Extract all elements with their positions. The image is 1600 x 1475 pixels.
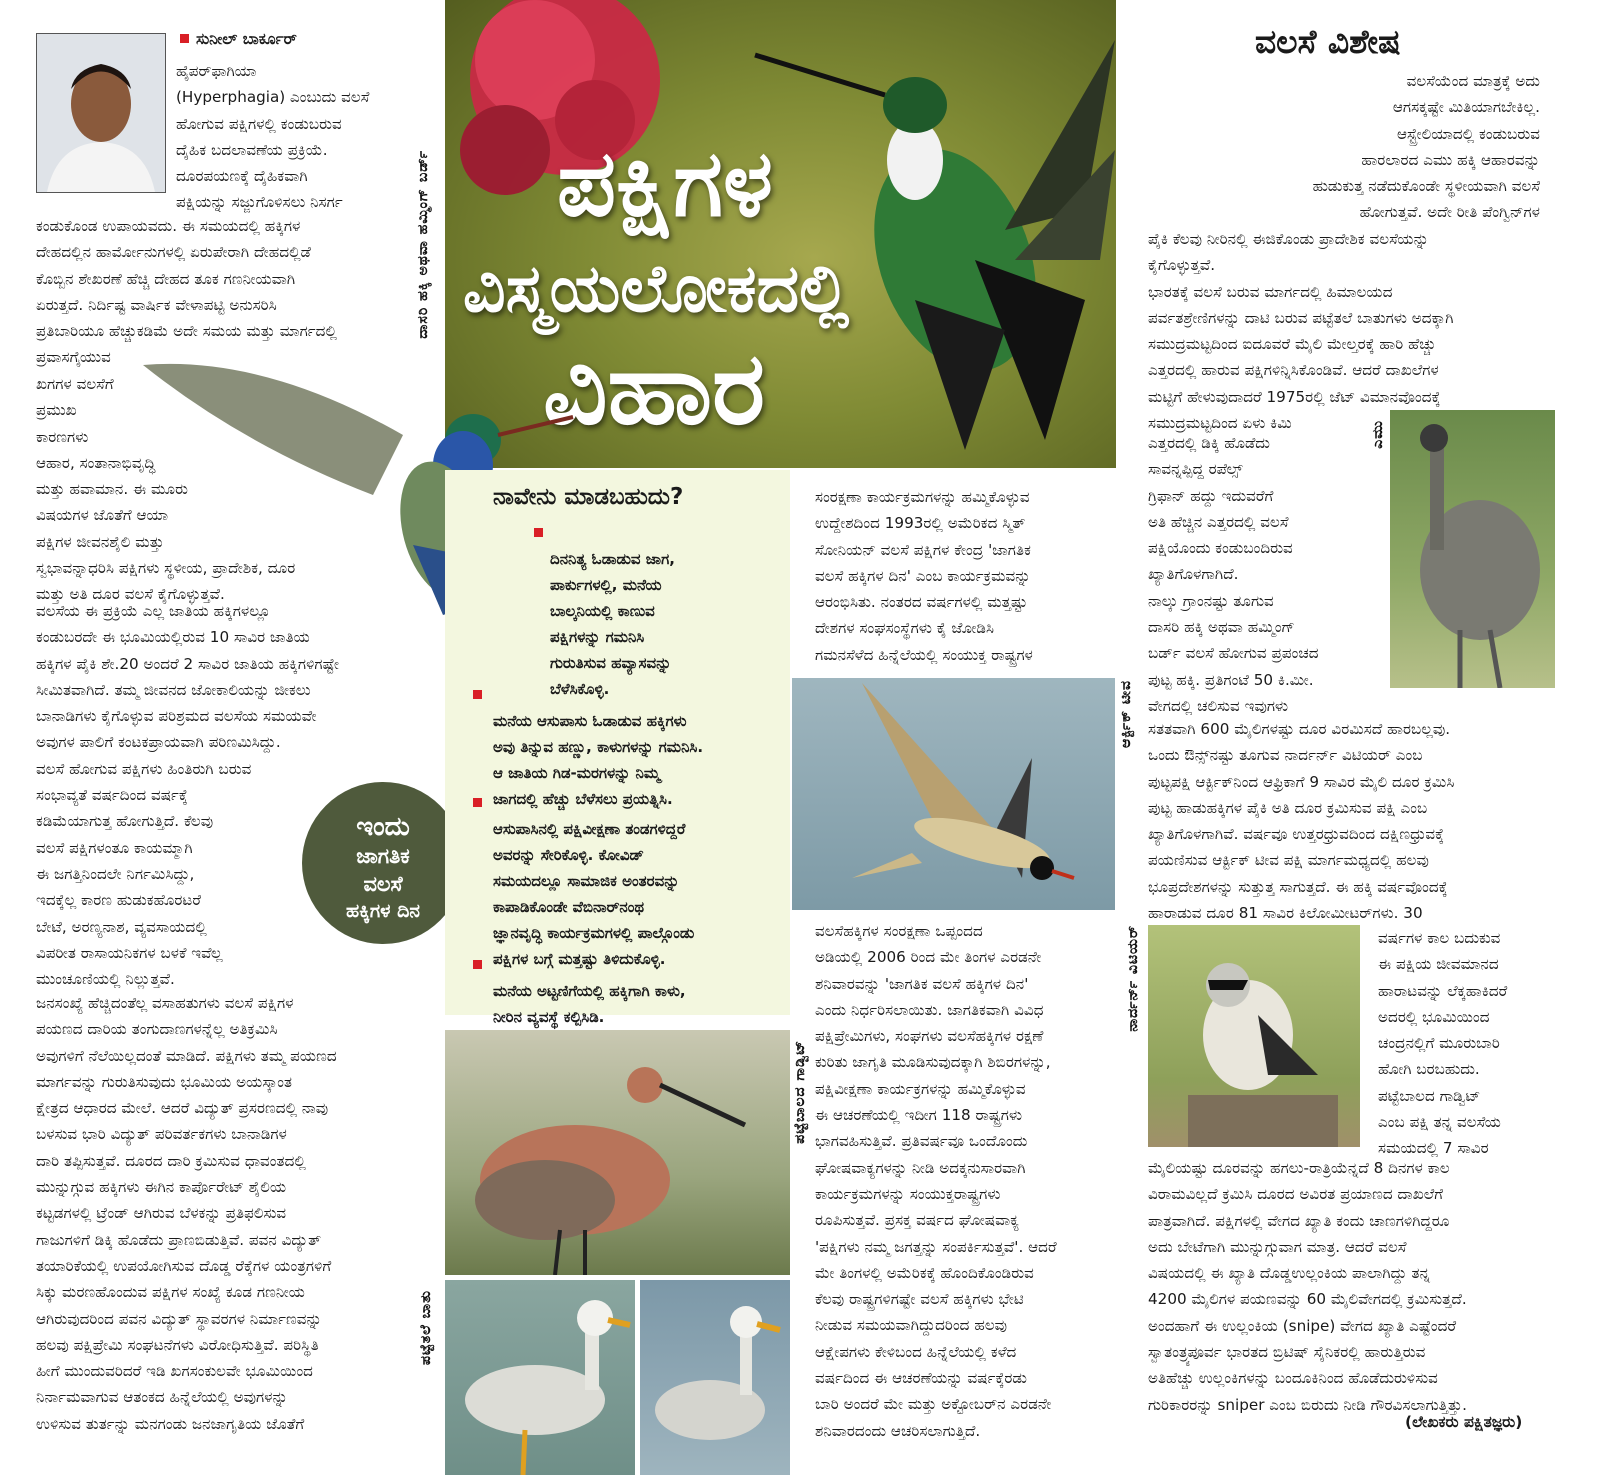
caption-arctic-tern: ಆರ್ಕ್ಟಿಕ್ ಟೀವ xyxy=(1118,680,1134,748)
badge-line-1: ಇಂದು xyxy=(356,812,410,842)
article-paragraph-1: ಕಂಡುಕೊಂಡ ಉಪಾಯವದು. ಈ ಸಮಯದಲ್ಲಿ ಹಕ್ಕಿಗಳ ದೇಹದಲ್ಲಿನ ಹಾರ್ಮೋನುಗಳಲ್ಲಿ ಏರುಪೇರಾಗಿ ದೇಹದಲ್ಲಿಡೆ ಕೊಬ್ಬಿನ ಶೇಖರಣೆ ಹೆಚ್ಚಿ ದೇಹದ ತೂಕ ಗಣನೀಯವಾಗಿ ಏರುತ್ತದೆ. ನಿರ್ದಿಷ್ಟ ವಾರ್ಷಿಕ ವೇಳಾಪಟ್ಟಿ ಅನುಸರಿಸಿ ಪ್ರತಿಬಾರಿಯೂ ಹೆಚ್ಚುಕಡಿಮೆ ಅದೇ ಸಮಯ ಮತ್ತು ಮಾರ್ಗದಲ್ಲಿ ಪ್ರವಾಸಗೈಯುವ xyxy=(36,217,337,367)
hero-title-line-1: ಪಕ್ಷಿಗಳ xyxy=(557,130,774,237)
caption-goose: ಪಟ್ಟೆತಲೆ ಬಾತು xyxy=(418,1290,434,1366)
article-paragraph-5: ಸಂರಕ್ಷಣಾ ಕಾರ್ಯಕ್ರಮಗಳನ್ನು ಹಮ್ಮಿಕೊಳ್ಳುವ ಉದ್ದೇಶದಿಂದ 1993ರಲ್ಲಿ ಅಮೆರಿಕದ ಸ್ಮಿತ್ ಸೋನಿಯನ್ ವಲಸೆ ಪಕ್ಷಿಗಳ ಕೇಂದ್ರ 'ಜಾಗತಿಕ ವಲಸೆ ಹಕ್ಕಿಗಳ ದಿನ' ಎಂಬ ಕಾರ್ಯಕ್ರಮವನ್ನು ಆರಂಭಿಸಿತು. ನಂತರದ ವರ್ಷಗಳಲ್ಲಿ ಮತ್ತಷ್ಟು ದೇಶಗಳ ಸಂಘಸಂಸ್ಥೆಗಳು ಕೈ ಜೋಡಿಸಿ ಗಮನಸೆಳೆದ ಹಿನ್ನೆಲೆಯಲ್ಲಿ ಸಂಯುಕ್ತ ರಾಷ್ಟ್ರಗಳ xyxy=(815,488,1033,664)
sidebar-paragraph-4: ಸತತವಾಗಿ 600 ಮೈಲಿಗಳಷ್ಟು ದೂರ ವಿರಮಿಸದೆ ಹಾರಬಲ್ಲವು. ಒಂದು ಔನ್ಸ್‌ನಷ್ಟು ತೂಗುವ ನಾರ್ದರ್ನ್ ವಿಟಿಯರ್ ಎಂಬ ಪುಟ್ಟಪಕ್ಷಿ ಆರ್ಕ್ಟಿಕ್‌ನಿಂದ ಆಫ್ರಿಕಾಗೆ 9 ಸಾವಿರ ಮೈಲಿ ದೂರ ಕ್ರಮಿಸಿ ಪುಟ್ಟ ಹಾಡುಹಕ್ಕಿಗಳ ಪೈಕಿ ಅತಿ ದೂರ ಕ್ರಮಿಸುವ ಪಕ್ಷಿ ಎಂಬ ಖ್ಯಾತಿಗೊಳಗಾಗಿವೆ. ವರ್ಷವೂ ಉತ್ತರಧ್ರುವದಿಂದ ದಕ್ಷಿಣಧ್ರುವಕ್ಕೆ ಪಯಣಿಸುವ ಆರ್ಕ್ಟಿಕ್ ಟೀವ ಪಕ್ಷಿ ಮಾರ್ಗಮಧ್ಯದಲ್ಲಿ ಹಲವು ಭೂಪ್ರದೇಶಗಳನ್ನು ಸುತ್ತುತ್ತ ಸಾಗುತ್ತದೆ. ಈ ಹಕ್ಕಿ ವರ್ಷವೊಂದಕ್ಕೆ ಹಾರಾಡುವ ದೂರ 81 ಸಾವಿರ ಕಿಲೋಮೀಟರ್‌ಗಳು. 30 xyxy=(1148,720,1455,923)
caption-emu: ಎಮು xyxy=(1370,420,1386,449)
author-byline xyxy=(180,30,297,49)
sidebar-paragraph-2: ಪೈಕಿ ಕೆಲವು ನೀರಿನಲ್ಲಿ ಈಜಿಕೊಂಡು ಪ್ರಾದೇಶಿಕ ವಲಸೆಯನ್ನು ಕೈಗೊಳ್ಳುತ್ತವೆ. ಭಾರತಕ್ಕೆ ವಲಸೆ ಬರುವ ಮಾರ್ಗದಲ್ಲಿ ಹಿಮಾಲಯದ ಪರ್ವತಶ್ರೇಣಿಗಳನ್ನು ದಾಟಿ ಬರುವ ಪಟ್ಟೆತಲೆ ಬಾತುಗಳು ಅದಕ್ಕಾಗಿ ಸಮುದ್ರಮಟ್ಟದಿಂದ ಐದೂವರೆ ಮೈಲಿ ಮೇಲ್ತರಕ್ಕೆ ಹಾರಿ ಹೆಚ್ಚು ಎತ್ತರದಲ್ಲಿ ಹಾರುವ ಪಕ್ಷಿಗಳಿನ್ನಿಸಿಕೊಂಡಿವೆ. ಆದರೆ ದಾಖಲೆಗಳ ಮಟ್ಟಿಗೆ ಹೇಳುವುದಾದರೆ 1975ರಲ್ಲಿ ಜೆಟ್ ವಿಮಾನವೊಂದಕ್ಕೆ ಸಮುದ್ರಮಟ್ಟದಿಂದ ಏಳು ಕಿಮಿ xyxy=(1148,230,1454,433)
bullet-marker xyxy=(534,528,543,537)
sidebar-paragraph-1: ವಲಸೆಯೆಂದ ಮಾತ್ರಕ್ಕೆ ಅದು ಆಗಸಕ್ಕಷ್ಟೇ ಮಿತಿಯಾಗಬೇಕಿಲ್ಲ. ಆಸ್ಟ್ರೇಲಿಯಾದಲ್ಲಿ ಕಂಡುಬರುವ ಹಾರಲಾರದ ಎಮು ಹಕ್ಕಿ ಆಹಾರವನ್ನು ಹುಡುಕುತ್ತ ನಡೆದುಕೊಂಡೇ ಸ್ಥಳೀಯವಾಗಿ ವಲಸೆ ಹೋಗುತ್ತವೆ. ಅದೇ ರೀತಿ ಪೆಂಗ್ವಿನ್‌ಗಳ xyxy=(1312,72,1540,222)
badge-line-4: ಹಕ್ಕಿಗಳ ದಿನ xyxy=(346,900,420,922)
godwit-photo xyxy=(445,1030,790,1275)
article-paragraph-3: ವಲಸೆಯ ಈ ಪ್ರಕ್ರಿಯೆ ಎಲ್ಲ ಜಾತಿಯ ಹಕ್ಕಿಗಳಲ್ಲೂ ಕಂಡುಬರದೇ ಈ ಭೂಮಿಯಲ್ಲಿರುವ 10 ಸಾವಿರ ಜಾತಿಯ ಹಕ್ಕಿಗಳ ಪೈಕಿ ಶೇ.20 ಅಂದರೆ 2 ಸಾವಿರ ಜಾತಿಯ ಹಕ್ಕಿಗಳಿಗಷ್ಟೇ ಸೀಮಿತವಾಗಿದೆ. ತಮ್ಮ ಜೀವನದ ಜೋಕಾಲಿಯನ್ನು ಜೀಕಲು ಬಾನಾಡಿಗಳು ಕೈಗೊಳ್ಳುವ ಪರಿಶ್ರಮದ ವಲಸೆಯ ಸಮಯವೇ ಅವುಗಳ ಪಾಲಿಗೆ ಕಂಟಕಪ್ರಾಯವಾಗಿ ಪರಿಣಮಿಸಿದ್ದು. ವಲಸೆ ಹೋಗುವ ಪಕ್ಷಿಗಳು ಹಿಂತಿರುಗಿ ಬರುವ ಸಂಭಾವ್ಯತೆ ವರ್ಷದಿಂದ ವರ್ಷಕ್ಕೆ ಕಡಿಮೆಯಾಗುತ್ತ ಹೋಗುತ್ತಿದೆ. ಕೆಲವು ವಲಸೆ ಪಕ್ಷಿಗಳಂತೂ ಕಾಯಮ್ಮಾಗಿ ಈ ಜಗತ್ತಿನಿಂದಲೇ ನಿರ್ಗಮಿಸಿದ್ದು, ಇದಕ್ಕೆಲ್ಲ ಕಾರಣ ಹುಡುಕಹೊರಟರೆ ಬೇಟೆ, ಅರಣ್ಯನಾಶ, ವ್ಯವಸಾಯದಲ್ಲಿ ವಿಪರೀತ ರಾಸಾಯನಿಕಗಳ ಬಳಕೆ ಇವೆಲ್ಲ ಮುಂಚೂಣಿಯಲ್ಲಿ ನಿಲ್ಲುತ್ತವೆ. xyxy=(36,602,339,989)
article-intro: ಹೈಪರ್‌ಫಾಗಿಯಾ (Hyperphagia) ಎಂಬುದು ವಲಸೆ ಹೋಗುವ ಪಕ್ಷಿಗಳಲ್ಲಿ ಕಂಡುಬರುವ ದೈಹಿಕ ಬದಲಾವಣೆಯ ಪ್ರಕ್ರಿಯೆ. ದೂರಪಯಣಕ್ಕೆ ದೈಹಿಕವಾಗಿ ಪಕ್ಷಿಯನ್ನು ಸಜ್ಜುಗೊಳಿಸಲು ನಿಸರ್ಗ xyxy=(176,62,370,212)
goose-illustration-1 xyxy=(445,1280,635,1475)
bullet-marker xyxy=(473,690,482,699)
badge-line-3: ವಲಸೆ xyxy=(363,872,403,896)
author-portrait-icon xyxy=(37,34,165,192)
bullet-marker xyxy=(473,798,482,807)
tip-text-3: ಆಸುಪಾಸಿನಲ್ಲಿ ಪಕ್ಷಿವೀಕ್ಷಣಾ ತಂಡಗಳಿದ್ದರೆ ಅವರನ್ನು ಸೇರಿಕೊಳ್ಳಿ. ಕೋವಿಡ್ ಸಮಯದಲ್ಲೂ ಸಾಮಾಜಿಕ ಅಂತರವನ್ನು ಕಾಪಾಡಿಕೊಂಡೇ ವೆಬಿನಾರ್‌ನಂಥ ಜ್ಞಾನವೃದ್ಧಿ ಕಾರ್ಯಕ್ರಮಗಳಲ್ಲಿ ಪಾಲ್ಗೊಂಡು ಪಕ್ಷಿಗಳ ಬಗ್ಗೆ ಮತ್ತಷ್ಟು ತಿಳಿದುಕೊಳ್ಳಿ. xyxy=(493,820,695,968)
tip-text-2: ಮನೆಯ ಆಸುಪಾಸು ಓಡಾಡುವ ಹಕ್ಕಿಗಳು ಅವು ತಿನ್ನುವ ಹಣ್ಣು, ಕಾಳುಗಳನ್ನು ಗಮನಿಸಿ. ಆ ಜಾತಿಯ ಗಿಡ-ಮರಗಳನ್ನು ನಿಮ್ಮ ಜಾಗದಲ್ಲಿ ಹೆಚ್ಚು ಬೆಳೆಸಲು ಪ್ರಯತ್ನಿಸಿ. xyxy=(493,712,704,808)
tip-item-4 xyxy=(493,952,788,1030)
article-paragraph-4: ಜನಸಂಖ್ಯೆ ಹೆಚ್ಚಿದಂತೆಲ್ಲ ವಸಾಹತುಗಳು ವಲಸೆ ಪಕ್ಷಿಗಳ ಪಯಣದ ದಾರಿಯ ತಂಗುದಾಣಗಳನ್ನೆಲ್ಲ ಅತಿಕ್ರಮಿಸಿ ಅವುಗಳಿಗೆ ನೆಲೆಯಿಲ್ಲದಂತೆ ಮಾಡಿದೆ. ಪಕ್ಷಿಗಳು ತಮ್ಮ ಪಯಣದ ಮಾರ್ಗವನ್ನು ಗುರುತಿಸುವುದು ಭೂಮಿಯ ಅಯಸ್ಕಾಂತ ಕ್ಷೇತ್ರದ ಆಧಾರದ ಮೇಲೆ. ಆದರೆ ವಿದ್ಯುತ್ ಪ್ರಸರಣದಲ್ಲಿ ನಾವು ಬಳಸುವ ಭಾರಿ ವಿದ್ಯುತ್ ಪರಿವರ್ತಕಗಳು ಬಾನಾಡಿಗಳ ದಾರಿ ತಪ್ಪಿಸುತ್ತವೆ. ದೂರದ ದಾರಿ ಕ್ರಮಿಸುವ ಧಾವಂತದಲ್ಲಿ ಮುನ್ನುಗ್ಗುವ ಹಕ್ಕಿಗಳು ಈಗಿನ ಕಾರ್ಪೊರೇಟ್ ಶೈಲಿಯ ಕಟ್ಟಡಗಳಲ್ಲಿ ಟ್ರೆಂಡ್ ಆಗಿರುವ ಬೆಳಕನ್ನು ಪ್ರತಿಫಲಿಸುವ ಗಾಜುಗಳಿಗೆ ಡಿಕ್ಕಿ ಹೊಡೆದು ಪ್ರಾಣಬಿಡುತ್ತಿವೆ. ಪವನ ವಿದ್ಯುತ್ ತಯಾರಿಕೆಯಲ್ಲಿ ಉಪಯೋಗಿಸುವ ದೊಡ್ಡ ರೆಕ್ಕೆಗಳ ಯಂತ್ರಗಳಿಗೆ ಸಿಕ್ಕು ಮರಣಹೊಂದುವ ಪಕ್ಷಿಗಳ ಸಂಖ್ಯೆ ಕೂಡ ಗಣನೀಯ ಆಗಿರುವುದರಿಂದ ಪವನ ವಿದ್ಯುತ್ ಸ್ಥಾವರಗಳ ನಿರ್ಮಾಣವನ್ನು ಹಲವು ಪಕ್ಷಿಪ್ರೇಮಿ ಸಂಘಟನೆಗಳು ವಿರೋಧಿಸುತ್ತಿವೆ. ಪರಿಸ್ಥಿತಿ ಹೀಗೆ ಮುಂದುವರಿದರೆ ಇಡಿ ಖಗಸಂಕುಲವೇ ಭೂಮಿಯಿಂದ ನಿರ್ನಾಮವಾಗುವ ಆತಂಕದ ಹಿನ್ನೆಲೆಯಲ್ಲಿ ಅವುಗಳನ್ನು ಉಳಿಸುವ ತುರ್ತನ್ನು ಮನಗಂಡು ಜನಜಾಗೃತಿಯ ಜೊತೆಗೆ xyxy=(36,994,337,1433)
author-name: ಸುನೀಲ್ ಬಾರ್ಕೂರ್ xyxy=(196,30,297,48)
bullet-marker xyxy=(180,34,189,43)
goose-illustration-2 xyxy=(640,1280,790,1475)
caption-godwit: ಪಟ್ಟೆಬಾಲದ ಗಾಡ್ವಿಟ್ xyxy=(792,1040,808,1144)
sidebar-paragraph-6: ಮೈಲಿಯಷ್ಟು ದೂರವನ್ನು ಹಗಲು-ರಾತ್ರಿಯೆನ್ನದೆ 8 ದಿನಗಳ ಕಾಲ ವಿರಾಮವಿಲ್ಲದೆ ಕ್ರಮಿಸಿ ದೂರದ ಅವಿರತ ಪ್ರಯಾಣದ ದಾಖಲೆಗೆ ಪಾತ್ರವಾಗಿದೆ. ಪಕ್ಷಿಗಳಲ್ಲಿ ವೇಗದ ಖ್ಯಾತಿ ಕಂದು ಚಾಣಗಳಿಗಿದ್ದರೂ ಅದು ಬೇಟೆಗಾಗಿ ಮುನ್ನುಗ್ಗುವಾಗ ಮಾತ್ರ. ಆದರೆ ವಲಸೆ ವಿಷಯದಲ್ಲಿ ಈ ಖ್ಯಾತಿ ದೊಡ್ಡಉಲ್ಲಂಕಿಯ ಪಾಲಾಗಿದ್ದು ತನ್ನ 4200 ಮೈಲಿಗಳ ಪಯಣವನ್ನು 60 ಮೈಲಿವೇಗದಲ್ಲಿ ಕ್ರಮಿಸುತ್ತದೆ. ಅಂದಹಾಗೆ ಈ ಉಲ್ಲಂಕಿಯ (snipe) ವೇಗದ ಖ್ಯಾತಿ ಎಷ್ಟೆಂದರೆ ಸ್ವಾತಂತ್ರ್ಯಪೂರ್ವ ಭಾರತದ ಬ್ರಿಟಿಷ್ ಸೈನಿಕರಲ್ಲಿ ಹಾರುತ್ತಿರುವ ಅತಿಹೆಚ್ಚು ಉಲ್ಲಂಕಿಗಳನ್ನು ಬಂದೂಕಿನಿಂದ ಹೊಡೆದುರುಳಿಸುವ ಗುರಿಕಾರರನ್ನು sniper ಎಂಬ ಬಿರುದು ನೀಡಿ ಗೌರವಿಸಲಾಗುತ್ತಿತ್ತು. xyxy=(1148,1159,1467,1414)
author-photo xyxy=(36,33,166,193)
sidebar-paragraph-3: ಎತ್ತರದಲ್ಲಿ ಡಿಕ್ಕಿ ಹೊಡೆದು ಸಾವನ್ನಪ್ಪಿದ್ದ ರಪೆಲ್ಸ್ ಗ್ರಿಫಾನ್ ಹದ್ದು ಇದುವರೆಗೆ ಅತಿ ಹೆಚ್ಚಿನ ಎತ್ತರದಲ್ಲಿ ವಲಸೆ ಪಕ್ಷಿಯೊಂದು ಕಂಡುಬಂದಿರುವ ಖ್ಯಾತಿಗೊಳಗಾಗಿದೆ. ನಾಲ್ಕು ಗ್ರಾಂನಷ್ಟು ತೂಗುವ ದಾಸರಿ ಹಕ್ಕಿ ಅಥವಾ ಹಮ್ಮಿಂಗ್ ಬರ್ಡ್ ವಲಸೆ ಹೋಗುವ ಪ್ರಪಂಚದ ಪುಟ್ಟ ಹಕ್ಕಿ. ಪ್ರತಿಗಂಟೆ 50 ಕಿ.ಮೀ. ವೇಗದಲ್ಲಿ ಚಲಿಸುವ ಇವುಗಳು xyxy=(1148,434,1319,715)
hero-title-line-3: ವಿಹಾರ xyxy=(543,330,765,447)
arctic-tern-illustration xyxy=(792,678,1115,910)
northern-wheatear-photo xyxy=(1148,925,1360,1147)
hero-title-line-2: ವಿಸ್ಮಯಲೋಕದಲ್ಲಿ xyxy=(463,250,850,327)
tip-item-1 xyxy=(550,520,785,702)
bar-headed-goose-photo-2 xyxy=(640,1280,790,1475)
sidebar-paragraph-5: ವರ್ಷಗಳ ಕಾಲ ಬದುಕುವ ಈ ಪಕ್ಷಿಯ ಜೀವಮಾನದ ಹಾರಾಟವನ್ನು ಲೆಕ್ಕಹಾಕಿದರೆ ಅದರಲ್ಲಿ ಭೂಮಿಯಿಂದ ಚಂದ್ರನಲ್ಲಿಗೆ ಮೂರುಬಾರಿ ಹೋಗಿ ಬರಬಹುದು. ಪಟ್ಟೆಬಾಲದ ಗಾಡ್ವಿಟ್ ಎಂಬ ಪಕ್ಷಿ ತನ್ನ ವಲಸೆಯ ಸಮಯದಲ್ಲಿ 7 ಸಾವಿರ xyxy=(1378,929,1508,1158)
sidebar-title: ವಲಸೆ ವಿಶೇಷ xyxy=(1255,22,1401,61)
bar-headed-goose-photo-1 xyxy=(445,1280,635,1475)
emu-photo xyxy=(1390,410,1555,688)
caption-wheatear: ನಾರ್ದರ್ನ್ ವಿಟಿಯರ್ xyxy=(1125,925,1141,1032)
bullet-marker xyxy=(473,960,482,969)
article-paragraph-6: ವಲಸೆಹಕ್ಕಿಗಳ ಸಂರಕ್ಷಣಾ ಒಪ್ಪಂದದ ಅಡಿಯಲ್ಲಿ 2006 ರಿಂದ ಮೇ ತಿಂಗಳ ಎರಡನೇ ಶನಿವಾರವನ್ನು 'ಜಾಗತಿಕ ವಲಸೆ ಹಕ್ಕಿಗಳ ದಿನ' ಎಂದು ನಿರ್ಧರಿಸಲಾಯಿತು. ಜಾಗತಿಕವಾಗಿ ವಿವಿಧ ಪಕ್ಷಿಪ್ರೇಮಿಗಳು, ಸಂಘಗಳು ವಲಸೆಹಕ್ಕಿಗಳ ರಕ್ಷಣೆ ಕುರಿತು ಜಾಗೃತಿ ಮೂಡಿಸುವುದಕ್ಕಾಗಿ ಶಿಬಿರಗಳನ್ನು, ಪಕ್ಷಿವೀಕ್ಷಣಾ ಕಾರ್ಯಕ್ರಗಳನ್ನು ಹಮ್ಮಿಕೊಳ್ಳುವ ಈ ಆಚರಣೆಯಲ್ಲಿ ಇದೀಗ 118 ರಾಷ್ಟ್ರಗಳು ಭಾಗವಹಿಸುತ್ತಿವೆ. ಪ್ರತಿವರ್ಷವೂ ಒಂದೊಂದು ಘೋಷವಾಕ್ಯಗಳನ್ನು ನೀಡಿ ಅದಕ್ಕನುಸಾರವಾಗಿ ಕಾರ್ಯಕ್ರಮಗಳನ್ನು ಸಂಯುಕ್ತರಾಷ್ಟ್ರಗಳು ರೂಪಿಸುತ್ತವೆ. ಪ್ರಸಕ್ತ ವರ್ಷದ ಘೋಷವಾಕ್ಯ 'ಪಕ್ಷಿಗಳು ನಮ್ಮ ಜಗತ್ತನ್ನು ಸಂಪರ್ಕಿಸುತ್ತವೆ'. ಆದರೆ ಮೇ ತಿಂಗಳಲ್ಲಿ ಅಮೆರಿಕಕ್ಕೆ ಹೊಂದಿಕೊಂಡಿರುವ ಕೆಲವು ರಾಷ್ಟ್ರಗಳಿಗಷ್ಟೇ ವಲಸೆ ಹಕ್ಕಿಗಳು ಭೇಟಿ ನೀಡುವ ಸಮಯವಾಗಿದ್ದುದರಿಂದ ಹಲವು ಆಕ್ಷೇಪಗಳು ಕೇಳಿಬಂದ ಹಿನ್ನೆಲೆಯಲ್ಲಿ ಕಳೆದ ವರ್ಷದಿಂದ ಈ ಆಚರಣೆಯನ್ನು ವರ್ಷಕ್ಕೆರಡು ಬಾರಿ ಅಂದರೆ ಮೇ ಮತ್ತು ಅಕ್ಟೋಬರ್‌ನ ಎರಡನೇ ಶನಿವಾರದಂದು ಆಚರಿಸಲಾಗುತ್ತಿದೆ. xyxy=(815,922,1057,1440)
caption-hummingbird: ದಾಸರಿ ಹಕ್ಕಿ ಅಥವಾ ಹಮ್ಮಿಂಗ್ ಬರ್ಡ್ xyxy=(415,150,431,339)
wheatear-illustration xyxy=(1148,925,1360,1147)
world-migratory-bird-day-badge xyxy=(302,782,464,944)
godwit-illustration xyxy=(445,1030,790,1275)
tips-box xyxy=(445,470,790,1026)
tip-item-3 xyxy=(493,790,788,972)
tip-text-1: ದಿನನಿತ್ಯ ಓಡಾಡುವ ಜಾಗ, ಪಾರ್ಕುಗಳಲ್ಲಿ, ಮನೆಯ ಬಾಲ್ಕನಿಯಲ್ಲಿ ಕಾಣುವ ಪಕ್ಷಿಗಳನ್ನು ಗಮನಿಸಿ ಗುರುತಿಸುವ ಹವ್ಯಾಸವನ್ನು ಬೆಳೆಸಿಕೊಳ್ಳಿ. xyxy=(550,550,675,698)
tip-text-4: ಮನೆಯ ಅಟ್ಟಣಿಗೆಯಲ್ಲಿ ಹಕ್ಕಿಗಾಗಿ ಕಾಳು, ನೀರಿನ ವ್ಯವಸ್ಥೆ ಕಲ್ಪಿಸಿಡಿ. xyxy=(493,982,686,1026)
badge-line-2: ಜಾಗತಿಕ xyxy=(356,844,410,868)
emu-illustration xyxy=(1390,410,1555,688)
tips-box-title: ನಾವೇನು ಮಾಡಬಹುದು? xyxy=(493,484,684,510)
arctic-tern-photo xyxy=(792,678,1115,910)
article-paragraph-2: ಖಗಗಳ ವಲಸೆಗೆ ಪ್ರಮುಖ ಕಾರಣಗಳು ಆಹಾರ, ಸಂತಾನಾಭಿವೃದ್ಧಿ ಮತ್ತು ಹವಾಮಾನ. ಈ ಮೂರು ವಿಷಯಗಳ ಜೊತೆಗೆ ಆಯಾ ಪಕ್ಷಿಗಳ ಜೀವನಶೈಲಿ ಮತ್ತು ಸ್ವಭಾವನ್ನಾಧರಿಸಿ ಪಕ್ಷಿಗಳು ಸ್ಥಳೀಯ, ಪ್ರಾದೇಶಿಕ, ದೂರ ಮತ್ತು ಅತಿ ದೂರ ವಲಸೆ ಕೈಗೊಳ್ಳುತ್ತವೆ. xyxy=(36,375,296,604)
author-credit: (ಲೇಖಕರು ಪಕ್ಷಿತಜ್ಞರು) xyxy=(1405,1413,1523,1431)
